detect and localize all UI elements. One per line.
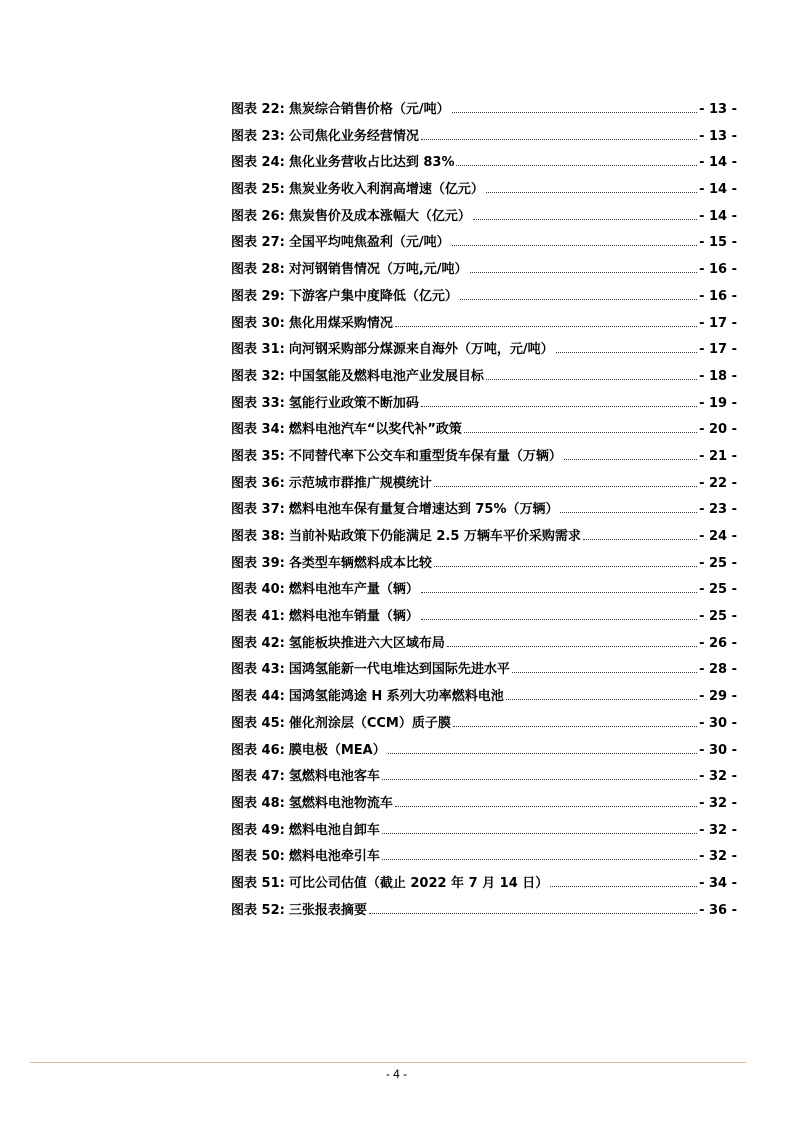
dot-leader bbox=[421, 128, 697, 140]
toc-entry-label: 图表 47: bbox=[231, 769, 285, 785]
toc-entry-title: 全国平均吨焦盈利（元/吨） bbox=[288, 235, 450, 251]
toc-entry[interactable] bbox=[231, 287, 737, 314]
dot-leader bbox=[421, 581, 697, 593]
toc-entry-label: 图表 43: bbox=[231, 662, 285, 678]
toc-entry[interactable] bbox=[231, 714, 737, 741]
dot-leader bbox=[470, 261, 698, 273]
toc-entry-label: 图表 23: bbox=[231, 128, 285, 144]
toc-entry-title: 国鸿氢能鸿途 H 系列大功率燃料电池 bbox=[288, 689, 504, 705]
toc-entry-label: 图表 45: bbox=[231, 715, 285, 731]
toc-entry-title: 国鸿氢能新一代电堆达到国际先进水平 bbox=[288, 662, 510, 678]
toc-entry-title: 对河钢销售情况（万吨,元/吨） bbox=[288, 262, 468, 278]
toc-entry[interactable] bbox=[231, 767, 737, 794]
toc-entry-page: - 14 - bbox=[699, 155, 737, 171]
toc-entry-label: 图表 37: bbox=[231, 502, 285, 518]
footer-divider bbox=[30, 1062, 746, 1063]
toc-entry[interactable] bbox=[231, 340, 737, 367]
dot-leader bbox=[382, 848, 697, 860]
toc-entry-label: 图表 28: bbox=[231, 262, 285, 278]
toc-entry-label: 图表 32: bbox=[231, 368, 285, 384]
toc-entry-page: - 17 - bbox=[699, 342, 737, 358]
toc-entry-title: 可比公司估值（截止 2022 年 7 月 14 日） bbox=[288, 875, 549, 891]
toc-entry[interactable] bbox=[231, 180, 737, 207]
toc-entry-label: 图表 49: bbox=[231, 822, 285, 838]
toc-entry-label: 图表 36: bbox=[231, 475, 285, 491]
toc-entry-page: - 16 - bbox=[699, 262, 737, 278]
toc-entry-page: - 26 - bbox=[699, 635, 737, 651]
toc-entry[interactable] bbox=[231, 554, 737, 581]
toc-entry[interactable] bbox=[231, 233, 737, 260]
toc-entry[interactable] bbox=[231, 420, 737, 447]
dot-leader bbox=[395, 315, 697, 327]
toc-entry-title: 当前补贴政策下仍能满足 2.5 万辆车平价采购需求 bbox=[288, 529, 581, 544]
toc-entry-label: 图表 38: bbox=[231, 529, 285, 544]
dot-leader bbox=[453, 715, 697, 727]
toc-entry-label: 图表 24: bbox=[231, 155, 285, 171]
toc-entry-label: 图表 35: bbox=[231, 448, 285, 464]
toc-entry[interactable] bbox=[231, 580, 737, 607]
toc-entry-label: 图表 41: bbox=[231, 609, 285, 625]
toc-entry-label: 图表 51: bbox=[231, 875, 285, 891]
toc-entry-title: 各类型车辆燃料成本比较 bbox=[288, 555, 432, 571]
toc-entry-page: - 29 - bbox=[699, 689, 737, 705]
toc-entry-page: - 14 - bbox=[699, 208, 737, 224]
toc-entry-title: 氢能板块推进六大区域布局 bbox=[288, 635, 445, 651]
dot-leader bbox=[388, 742, 697, 754]
dot-leader bbox=[382, 822, 697, 834]
toc-entry-label: 图表 27: bbox=[231, 235, 285, 251]
toc-entry[interactable] bbox=[231, 100, 737, 127]
toc-entry-label: 图表 33: bbox=[231, 395, 285, 411]
toc-entry-title: 氢燃料电池物流车 bbox=[288, 795, 393, 811]
toc-entry[interactable] bbox=[231, 847, 737, 874]
toc-entry-title: 焦炭业务收入利润高增速（亿元） bbox=[288, 182, 484, 198]
toc-entry[interactable] bbox=[231, 127, 737, 154]
dot-leader bbox=[452, 234, 697, 246]
toc-entry-page: - 14 - bbox=[699, 182, 737, 198]
toc-entry-page: - 21 - bbox=[699, 448, 737, 464]
toc-entry-page: - 32 - bbox=[699, 795, 737, 811]
dot-leader bbox=[382, 768, 697, 780]
dot-leader bbox=[434, 555, 697, 567]
toc-entry-label: 图表 22: bbox=[231, 102, 285, 117]
dot-leader bbox=[464, 421, 697, 433]
dot-leader bbox=[460, 288, 697, 300]
toc-entry-title: 下游客户集中度降低（亿元） bbox=[288, 288, 458, 304]
toc-entry-page: - 20 - bbox=[699, 422, 737, 438]
toc-entry-label: 图表 44: bbox=[231, 689, 285, 705]
toc-entry[interactable] bbox=[231, 447, 737, 474]
toc-entry-page: - 28 - bbox=[699, 662, 737, 678]
toc-entry[interactable] bbox=[231, 474, 737, 501]
dot-leader bbox=[395, 795, 697, 807]
toc-entry-label: 图表 30: bbox=[231, 315, 285, 331]
toc-entry-title: 氢能行业政策不断加码 bbox=[288, 395, 419, 411]
toc-entry-page: - 30 - bbox=[699, 742, 737, 758]
toc-entry-label: 图表 46: bbox=[231, 742, 285, 758]
toc-entry[interactable] bbox=[231, 660, 737, 687]
toc-entry[interactable] bbox=[231, 394, 737, 421]
dot-leader bbox=[369, 902, 697, 914]
toc-entry-title: 氢燃料电池客车 bbox=[288, 769, 380, 785]
table-of-figures bbox=[231, 100, 737, 927]
dot-leader bbox=[550, 875, 697, 887]
toc-entry-page: - 32 - bbox=[699, 769, 737, 785]
toc-entry-page: - 23 - bbox=[699, 502, 737, 518]
toc-entry-label: 图表 29: bbox=[231, 288, 285, 304]
dot-leader bbox=[564, 448, 697, 460]
toc-entry-page: - 30 - bbox=[699, 715, 737, 731]
dot-leader bbox=[506, 688, 697, 700]
toc-entry[interactable] bbox=[231, 367, 737, 394]
toc-entry-title: 示范城市群推广规模统计 bbox=[288, 475, 432, 491]
toc-entry[interactable] bbox=[231, 874, 737, 901]
toc-entry-title: 燃料电池车产量（辆） bbox=[288, 582, 419, 598]
toc-entry-title: 膜电极（MEA） bbox=[288, 742, 386, 758]
toc-entry[interactable] bbox=[231, 260, 737, 287]
toc-entry-title: 焦化业务营收占比达到 83% bbox=[288, 155, 455, 171]
dot-leader bbox=[486, 368, 697, 380]
toc-entry-page: - 36 - bbox=[699, 902, 737, 918]
toc-entry-page: - 22 - bbox=[699, 475, 737, 491]
dot-leader bbox=[560, 501, 697, 513]
toc-entry-label: 图表 42: bbox=[231, 635, 285, 651]
toc-entry-label: 图表 31: bbox=[231, 342, 285, 358]
toc-entry-page: - 16 - bbox=[699, 288, 737, 304]
toc-entry-title: 三张报表摘要 bbox=[288, 902, 367, 918]
toc-entry[interactable] bbox=[231, 794, 737, 821]
toc-entry[interactable] bbox=[231, 821, 737, 848]
toc-entry-label: 图表 50: bbox=[231, 849, 285, 865]
toc-entry-page: - 13 - bbox=[699, 102, 737, 117]
toc-entry[interactable] bbox=[231, 687, 737, 714]
toc-entry-page: - 25 - bbox=[699, 582, 737, 598]
toc-entry[interactable] bbox=[231, 207, 737, 234]
toc-entry[interactable] bbox=[231, 607, 737, 634]
toc-entry-title: 不同替代率下公交车和重型货车保有量（万辆） bbox=[288, 448, 562, 464]
toc-entry-label: 图表 40: bbox=[231, 582, 285, 598]
toc-entry-label: 图表 34: bbox=[231, 422, 285, 438]
dot-leader bbox=[456, 154, 697, 166]
toc-entry-label: 图表 26: bbox=[231, 208, 285, 224]
toc-entry-title: 燃料电池车保有量复合增速达到 75%（万辆） bbox=[288, 502, 559, 518]
dot-leader bbox=[583, 528, 697, 540]
toc-entry[interactable] bbox=[231, 901, 737, 928]
toc-entry-page: - 17 - bbox=[699, 315, 737, 331]
dot-leader bbox=[452, 101, 697, 113]
toc-entry-title: 向河钢采购部分煤源来自海外（万吨，元/吨） bbox=[288, 342, 554, 358]
dot-leader bbox=[473, 208, 697, 220]
toc-entry[interactable] bbox=[231, 314, 737, 341]
toc-entry-page: - 32 - bbox=[699, 822, 737, 838]
toc-entry-page: - 25 - bbox=[699, 555, 737, 571]
dot-leader bbox=[447, 635, 697, 647]
toc-entry-label: 图表 48: bbox=[231, 795, 285, 811]
toc-entry[interactable] bbox=[231, 527, 737, 554]
page-number: - 4 - bbox=[385, 1067, 408, 1081]
toc-entry-page: - 25 - bbox=[699, 609, 737, 625]
toc-entry-page: - 32 - bbox=[699, 849, 737, 865]
toc-entry-page: - 15 - bbox=[699, 235, 737, 251]
toc-entry-label: 图表 25: bbox=[231, 182, 285, 198]
dot-leader bbox=[486, 181, 697, 193]
dot-leader bbox=[434, 475, 697, 487]
toc-entry-title: 燃料电池汽车“以奖代补”政策 bbox=[288, 422, 462, 438]
toc-entry-title: 燃料电池自卸车 bbox=[288, 822, 380, 838]
toc-entry-label: 图表 39: bbox=[231, 555, 285, 571]
toc-entry[interactable] bbox=[231, 500, 737, 527]
toc-entry-title: 公司焦化业务经营情况 bbox=[288, 128, 419, 144]
toc-entry[interactable] bbox=[231, 634, 737, 661]
toc-entry-page: - 34 - bbox=[699, 875, 737, 891]
dot-leader bbox=[512, 661, 697, 673]
toc-entry-page: - 24 - bbox=[699, 529, 737, 544]
dot-leader bbox=[421, 608, 697, 620]
dot-leader bbox=[421, 395, 697, 407]
toc-entry-title: 焦炭综合销售价格（元/吨） bbox=[288, 102, 450, 117]
toc-entry-title: 焦化用煤采购情况 bbox=[288, 315, 393, 331]
toc-entry-title: 催化剂涂层（CCM）质子膜 bbox=[288, 715, 451, 731]
toc-entry-title: 中国氢能及燃料电池产业发展目标 bbox=[288, 368, 484, 384]
toc-entry-page: - 18 - bbox=[699, 368, 737, 384]
toc-entry-label: 图表 52: bbox=[231, 902, 285, 918]
toc-entry-page: - 19 - bbox=[699, 395, 737, 411]
toc-entry-page: - 13 - bbox=[699, 128, 737, 144]
toc-entry-title: 焦炭售价及成本涨幅大（亿元） bbox=[288, 208, 471, 224]
toc-entry[interactable] bbox=[231, 741, 737, 768]
dot-leader bbox=[556, 341, 697, 353]
toc-entry-title: 燃料电池牵引车 bbox=[288, 849, 380, 865]
toc-entry-title: 燃料电池车销量（辆） bbox=[288, 609, 419, 625]
toc-entry[interactable] bbox=[231, 153, 737, 180]
